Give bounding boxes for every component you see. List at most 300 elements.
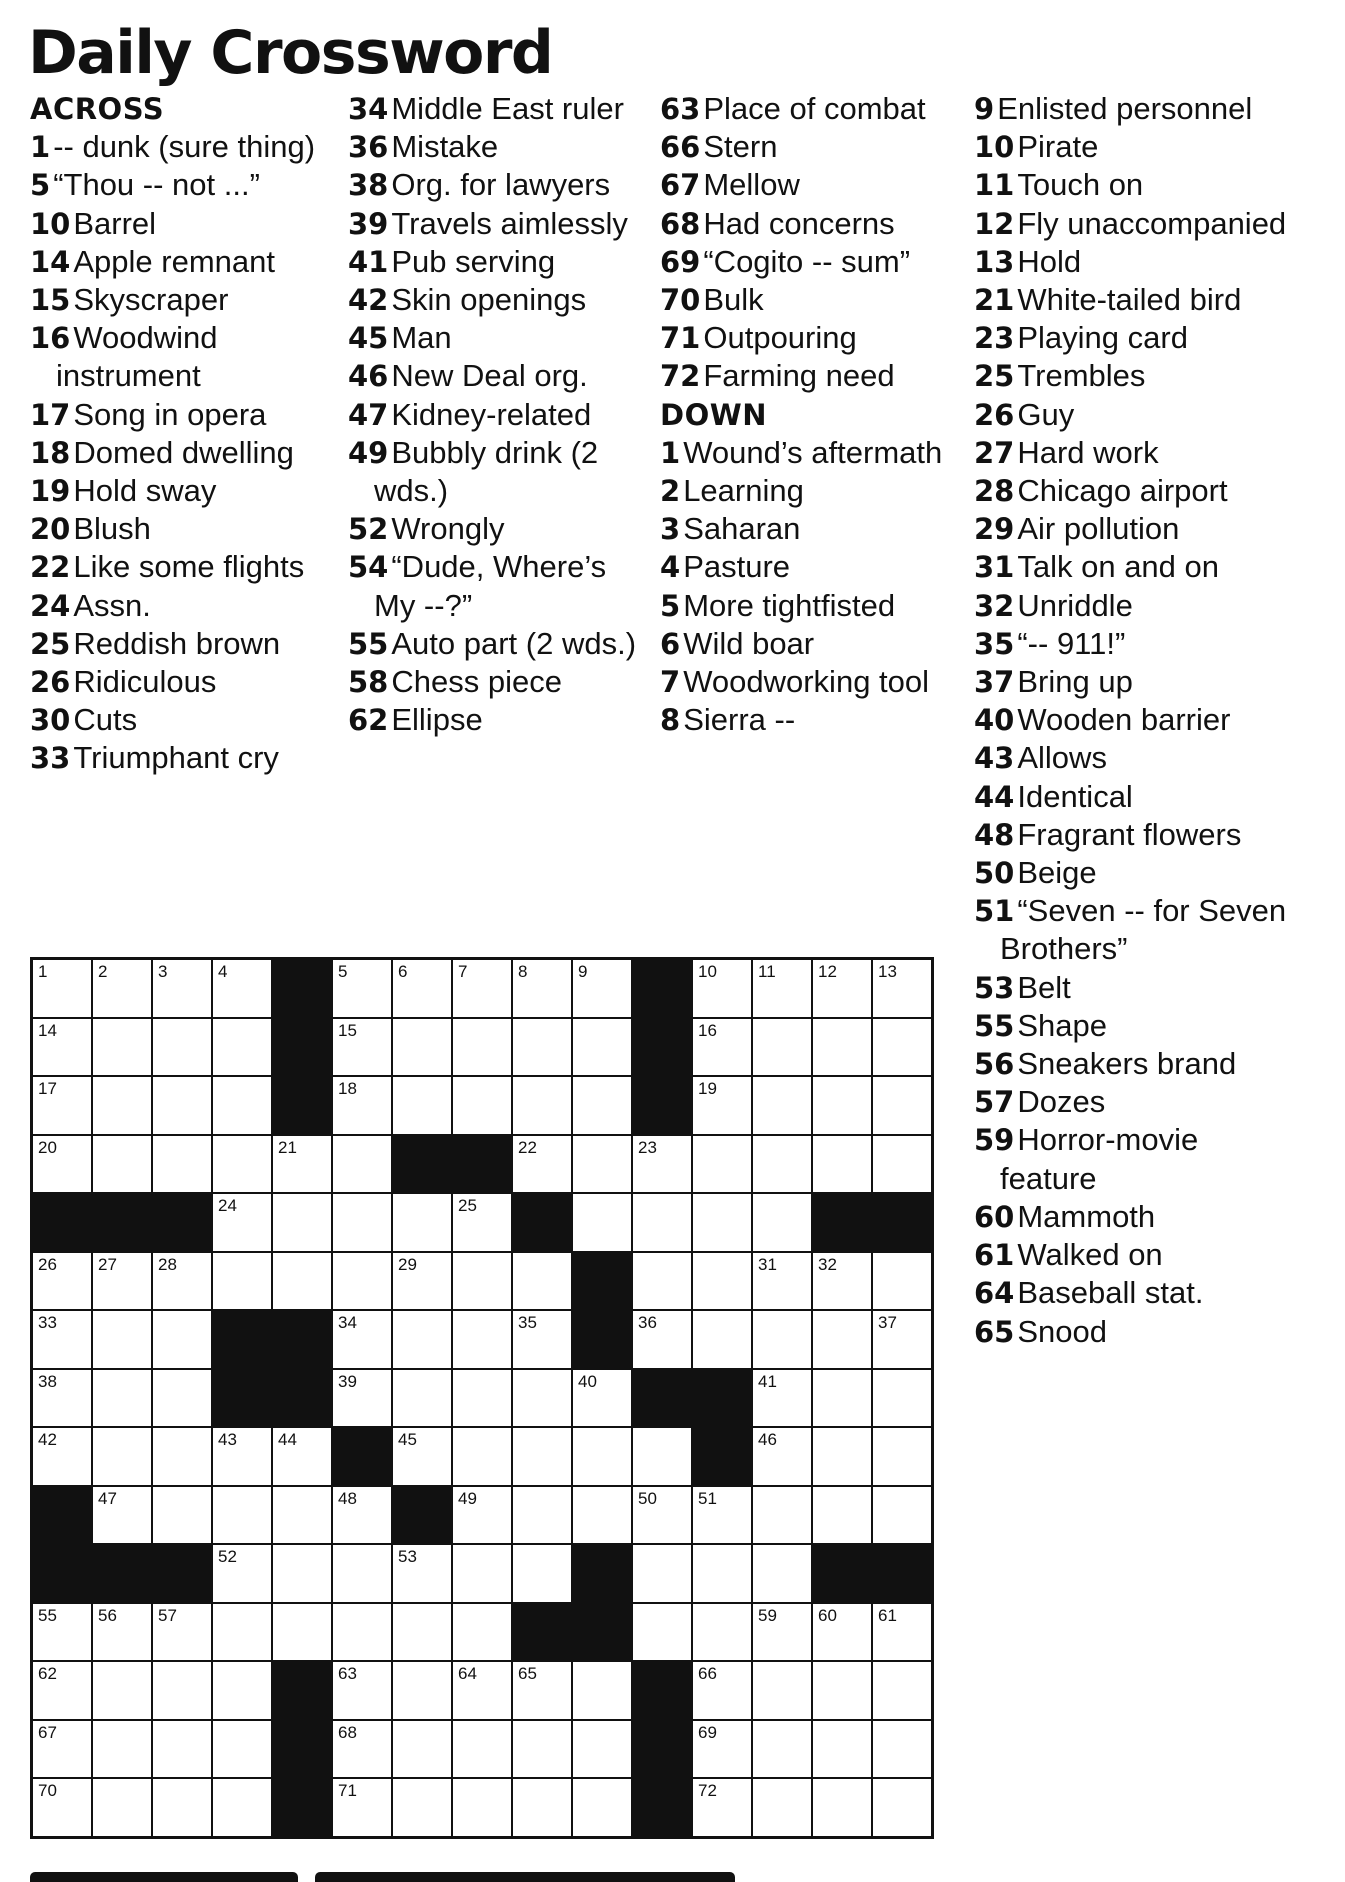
grid-cell[interactable] xyxy=(633,1545,691,1602)
grid-cell[interactable] xyxy=(453,1194,511,1251)
grid-cell[interactable] xyxy=(813,1019,871,1076)
cell-number: 50 xyxy=(638,1488,657,1508)
grid-cell[interactable] xyxy=(33,1779,91,1836)
grid-cell[interactable] xyxy=(153,1253,211,1310)
cell-number: 46 xyxy=(758,1430,777,1450)
grid-cell[interactable] xyxy=(573,1779,631,1836)
grid-cell[interactable] xyxy=(693,1604,751,1661)
grid-cell[interactable] xyxy=(513,1019,571,1076)
clue-number: 51 xyxy=(974,894,1015,929)
grid-block xyxy=(273,1077,331,1134)
grid-cell[interactable] xyxy=(273,1136,331,1193)
grid-cell[interactable] xyxy=(453,1311,511,1368)
clue-number: 38 xyxy=(348,168,389,203)
grid-cell[interactable] xyxy=(153,1019,211,1076)
grid-cell[interactable] xyxy=(453,1077,511,1134)
grid-cell[interactable] xyxy=(813,1428,871,1485)
grid-cell[interactable] xyxy=(453,960,511,1017)
grid-cell[interactable] xyxy=(213,1019,271,1076)
grid-cell[interactable] xyxy=(333,1721,391,1778)
cell-number: 56 xyxy=(98,1605,117,1625)
grid-cell[interactable] xyxy=(213,1253,271,1310)
grid-cell[interactable] xyxy=(513,1662,571,1719)
grid-cell[interactable] xyxy=(333,960,391,1017)
clue-number: 20 xyxy=(30,512,71,547)
grid-cell[interactable] xyxy=(273,1545,331,1602)
clue-text: Horror-movie feature xyxy=(1000,1122,1199,1196)
grid-cell[interactable] xyxy=(93,1253,151,1310)
clue-item xyxy=(974,396,1294,434)
grid-cell[interactable] xyxy=(573,1662,631,1719)
grid-cell[interactable] xyxy=(573,960,631,1017)
clue-text: Stern xyxy=(703,129,778,165)
grid-cell[interactable] xyxy=(93,1721,151,1778)
grid-cell[interactable] xyxy=(213,1545,271,1602)
clue-number: 72 xyxy=(660,359,701,394)
cell-number: 7 xyxy=(458,962,468,981)
grid-cell[interactable] xyxy=(93,1311,151,1368)
grid-cell[interactable] xyxy=(753,1487,811,1544)
grid-cell[interactable] xyxy=(93,1604,151,1661)
clue-item xyxy=(974,510,1294,548)
grid-cell[interactable] xyxy=(273,1604,331,1661)
grid-cell[interactable] xyxy=(513,1779,571,1836)
grid-cell[interactable] xyxy=(153,1311,211,1368)
clue-number: 25 xyxy=(30,626,71,661)
clue-number: 3 xyxy=(660,512,681,547)
clue-text: Bubbly drink (2 wds.) xyxy=(374,434,599,509)
grid-cell[interactable] xyxy=(393,1604,451,1661)
grid-cell[interactable] xyxy=(813,1487,871,1544)
grid-cell[interactable] xyxy=(633,1136,691,1193)
cell-number: 13 xyxy=(878,962,897,981)
cell-number: 35 xyxy=(518,1313,537,1333)
clue-text: Shape xyxy=(1017,1007,1107,1043)
clue-item xyxy=(660,434,960,472)
grid-cell[interactable] xyxy=(573,1370,631,1427)
grid-cell[interactable] xyxy=(753,1779,811,1836)
clue-item xyxy=(974,778,1294,816)
grid-cell[interactable] xyxy=(753,1428,811,1485)
grid-cell[interactable] xyxy=(693,1194,751,1251)
clue-number: 64 xyxy=(974,1276,1015,1311)
clue-text: Fly unaccompanied xyxy=(1017,205,1287,241)
grid-cell[interactable] xyxy=(813,1136,871,1193)
clue-item xyxy=(660,548,960,586)
grid-block xyxy=(393,1136,451,1193)
grid-cell[interactable] xyxy=(693,1487,751,1544)
grid-cell[interactable] xyxy=(693,1779,751,1836)
grid-cell[interactable] xyxy=(873,1604,931,1661)
grid-cell[interactable] xyxy=(453,1545,511,1602)
grid-cell[interactable] xyxy=(33,1604,91,1661)
grid-cell[interactable] xyxy=(453,1662,511,1719)
grid-cell[interactable] xyxy=(213,1077,271,1134)
grid-block xyxy=(33,1194,91,1251)
grid-cell[interactable] xyxy=(213,1136,271,1193)
clue-text: Triumphant cry xyxy=(73,740,279,776)
grid-cell[interactable] xyxy=(873,1311,931,1368)
grid-cell[interactable] xyxy=(693,1253,751,1310)
grid-cell[interactable] xyxy=(333,1487,391,1544)
clue-text: Bulk xyxy=(703,282,764,318)
grid-cell[interactable] xyxy=(393,1077,451,1134)
grid-cell[interactable] xyxy=(753,1604,811,1661)
grid-cell[interactable] xyxy=(393,1545,451,1602)
grid-cell[interactable] xyxy=(153,1662,211,1719)
clue-text: Learning xyxy=(683,473,804,509)
clue-number: 56 xyxy=(974,1047,1015,1082)
clue-text: Hold sway xyxy=(73,473,217,509)
grid-cell[interactable] xyxy=(633,1604,691,1661)
grid-cell[interactable] xyxy=(393,1779,451,1836)
clue-text: “Dude, Where’s My --?” xyxy=(374,549,607,623)
grid-cell[interactable] xyxy=(753,1194,811,1251)
grid-cell[interactable] xyxy=(873,1370,931,1427)
grid-cell[interactable] xyxy=(453,1604,511,1661)
grid-cell[interactable] xyxy=(333,1194,391,1251)
grid-cell[interactable] xyxy=(753,1253,811,1310)
grid-cell[interactable] xyxy=(153,1136,211,1193)
clue-item xyxy=(348,357,638,395)
grid-block xyxy=(813,1545,871,1602)
clue-number: 59 xyxy=(974,1123,1015,1158)
grid-cell[interactable] xyxy=(213,960,271,1017)
clue-item xyxy=(974,625,1294,663)
grid-cell[interactable] xyxy=(333,1370,391,1427)
grid-cell[interactable] xyxy=(873,960,931,1017)
grid-cell[interactable] xyxy=(93,1077,151,1134)
grid-cell[interactable] xyxy=(513,1077,571,1134)
clue-number: 45 xyxy=(348,321,389,356)
grid-cell[interactable] xyxy=(273,1194,331,1251)
grid-cell[interactable] xyxy=(93,1487,151,1544)
grid-cell[interactable] xyxy=(693,1136,751,1193)
clue-number: 43 xyxy=(974,741,1015,776)
grid-cell[interactable] xyxy=(693,1077,751,1134)
grid-cell[interactable] xyxy=(513,1370,571,1427)
grid-cell[interactable] xyxy=(873,1136,931,1193)
grid-cell[interactable] xyxy=(453,1428,511,1485)
grid-cell[interactable] xyxy=(33,1721,91,1778)
grid-block xyxy=(633,1662,691,1719)
grid-cell[interactable] xyxy=(693,1721,751,1778)
cell-number: 59 xyxy=(758,1605,777,1625)
grid-cell[interactable] xyxy=(333,1311,391,1368)
grid-cell[interactable] xyxy=(33,1428,91,1485)
grid-cell[interactable] xyxy=(153,1721,211,1778)
grid-cell[interactable] xyxy=(393,1721,451,1778)
cell-number: 27 xyxy=(98,1254,117,1274)
cell-number: 47 xyxy=(98,1488,117,1508)
grid-block xyxy=(633,1370,691,1427)
grid-cell[interactable] xyxy=(633,1194,691,1251)
grid-cell[interactable] xyxy=(813,1311,871,1368)
grid-cell[interactable] xyxy=(513,960,571,1017)
cell-number: 17 xyxy=(38,1079,57,1099)
grid-cell[interactable] xyxy=(213,1487,271,1544)
clue-column-3 xyxy=(660,90,960,739)
clue-number: 37 xyxy=(974,665,1015,700)
grid-cell[interactable] xyxy=(753,1370,811,1427)
grid-cell[interactable] xyxy=(393,960,451,1017)
crossword-grid xyxy=(30,957,934,1839)
cell-number: 63 xyxy=(338,1664,357,1684)
grid-cell[interactable] xyxy=(453,1253,511,1310)
grid-cell[interactable] xyxy=(873,1428,931,1485)
clue-number: 18 xyxy=(30,435,71,470)
grid-cell[interactable] xyxy=(513,1721,571,1778)
grid-cell[interactable] xyxy=(753,1077,811,1134)
cell-number: 49 xyxy=(458,1488,477,1508)
grid-cell[interactable] xyxy=(93,1428,151,1485)
grid-cell[interactable] xyxy=(753,960,811,1017)
grid-cell[interactable] xyxy=(33,1311,91,1368)
grid-block xyxy=(633,1779,691,1836)
grid-cell[interactable] xyxy=(333,1136,391,1193)
grid-block xyxy=(453,1136,511,1193)
grid-cell[interactable] xyxy=(693,1019,751,1076)
clue-number: 66 xyxy=(660,130,701,165)
grid-cell[interactable] xyxy=(33,960,91,1017)
grid-cell[interactable] xyxy=(33,1019,91,1076)
clue-item xyxy=(30,243,335,281)
clue-text: Chicago airport xyxy=(1017,473,1228,509)
grid-cell[interactable] xyxy=(573,1487,631,1544)
grid-cell[interactable] xyxy=(453,1779,511,1836)
clue-item xyxy=(974,1198,1294,1236)
cell-number: 12 xyxy=(818,962,837,981)
clue-number: 14 xyxy=(30,244,71,279)
grid-cell[interactable] xyxy=(393,1370,451,1427)
clue-text: Baseball stat. xyxy=(1017,1275,1204,1311)
clue-number: 30 xyxy=(30,703,71,738)
grid-cell[interactable] xyxy=(93,1779,151,1836)
cell-number: 6 xyxy=(398,962,408,981)
grid-cell[interactable] xyxy=(393,1311,451,1368)
grid-cell[interactable] xyxy=(333,1019,391,1076)
clue-item xyxy=(30,166,335,204)
grid-cell[interactable] xyxy=(873,1019,931,1076)
grid-cell[interactable] xyxy=(693,1545,751,1602)
clue-number: 36 xyxy=(348,130,389,165)
grid-cell[interactable] xyxy=(573,1077,631,1134)
grid-cell[interactable] xyxy=(873,1487,931,1544)
grid-cell[interactable] xyxy=(873,1779,931,1836)
grid-cell[interactable] xyxy=(453,1019,511,1076)
grid-cell[interactable] xyxy=(453,1721,511,1778)
grid-cell[interactable] xyxy=(393,1428,451,1485)
grid-cell[interactable] xyxy=(753,1136,811,1193)
grid-cell[interactable] xyxy=(573,1136,631,1193)
grid-cell[interactable] xyxy=(333,1253,391,1310)
clue-text: Chess piece xyxy=(391,664,562,700)
grid-cell[interactable] xyxy=(813,1662,871,1719)
grid-block xyxy=(873,1545,931,1602)
grid-cell[interactable] xyxy=(513,1253,571,1310)
grid-cell[interactable] xyxy=(33,1662,91,1719)
grid-cell[interactable] xyxy=(573,1194,631,1251)
grid-cell[interactable] xyxy=(753,1019,811,1076)
grid-cell[interactable] xyxy=(813,960,871,1017)
grid-cell[interactable] xyxy=(93,960,151,1017)
grid-cell[interactable] xyxy=(333,1662,391,1719)
clue-item xyxy=(348,625,638,663)
clue-item xyxy=(660,205,960,243)
grid-cell[interactable] xyxy=(153,1487,211,1544)
grid-cell[interactable] xyxy=(393,1662,451,1719)
clue-number: 46 xyxy=(348,359,389,394)
grid-cell[interactable] xyxy=(333,1604,391,1661)
grid-cell[interactable] xyxy=(153,960,211,1017)
grid-cell[interactable] xyxy=(753,1311,811,1368)
cell-number: 9 xyxy=(578,962,588,981)
grid-cell[interactable] xyxy=(873,1077,931,1134)
grid-cell[interactable] xyxy=(573,1428,631,1485)
grid-cell[interactable] xyxy=(33,1077,91,1134)
grid-cell[interactable] xyxy=(393,1253,451,1310)
clue-item xyxy=(974,816,1294,854)
grid-cell[interactable] xyxy=(333,1077,391,1134)
clue-text: More tightfisted xyxy=(683,587,896,623)
grid-cell[interactable] xyxy=(813,1370,871,1427)
grid-cell[interactable] xyxy=(813,1253,871,1310)
grid-cell[interactable] xyxy=(873,1662,931,1719)
grid-cell[interactable] xyxy=(273,1253,331,1310)
grid-cell[interactable] xyxy=(33,1370,91,1427)
grid-cell[interactable] xyxy=(213,1428,271,1485)
grid-cell[interactable] xyxy=(633,1253,691,1310)
clue-number: 22 xyxy=(30,550,71,585)
clue-item xyxy=(30,128,335,166)
cell-number: 15 xyxy=(338,1020,357,1040)
grid-cell[interactable] xyxy=(633,1487,691,1544)
grid-cell[interactable] xyxy=(513,1545,571,1602)
grid-cell[interactable] xyxy=(93,1019,151,1076)
grid-cell[interactable] xyxy=(693,1311,751,1368)
grid-cell[interactable] xyxy=(153,1779,211,1836)
clue-number: 10 xyxy=(30,206,71,241)
clue-number: 53 xyxy=(974,970,1015,1005)
grid-cell[interactable] xyxy=(93,1370,151,1427)
clue-item xyxy=(30,739,335,777)
clue-item xyxy=(974,472,1294,510)
grid-cell[interactable] xyxy=(633,1428,691,1485)
grid-cell[interactable] xyxy=(513,1487,571,1544)
grid-cell[interactable] xyxy=(213,1662,271,1719)
grid-cell[interactable] xyxy=(753,1662,811,1719)
clue-item xyxy=(974,969,1294,1007)
grid-cell[interactable] xyxy=(333,1779,391,1836)
grid-cell[interactable] xyxy=(273,1487,331,1544)
clue-number: 35 xyxy=(974,626,1015,661)
clue-item xyxy=(660,319,960,357)
grid-cell[interactable] xyxy=(753,1721,811,1778)
grid-cell[interactable] xyxy=(813,1604,871,1661)
grid-cell[interactable] xyxy=(453,1487,511,1544)
grid-block xyxy=(573,1253,631,1310)
grid-cell[interactable] xyxy=(213,1604,271,1661)
grid-cell[interactable] xyxy=(513,1311,571,1368)
clue-column-1 xyxy=(30,90,335,778)
grid-cell[interactable] xyxy=(93,1662,151,1719)
clue-number: 61 xyxy=(974,1238,1015,1273)
clue-item xyxy=(660,281,960,319)
grid-cell[interactable] xyxy=(333,1545,391,1602)
clue-item xyxy=(30,396,335,434)
grid-cell[interactable] xyxy=(213,1779,271,1836)
cell-number: 53 xyxy=(398,1547,417,1567)
clue-item xyxy=(974,587,1294,625)
across-heading: ACROSS xyxy=(30,92,165,126)
clue-number: 5 xyxy=(660,588,681,623)
grid-cell[interactable] xyxy=(153,1077,211,1134)
clue-text: Fragrant flowers xyxy=(1017,816,1242,852)
clue-text: Dozes xyxy=(1017,1084,1106,1120)
clue-item xyxy=(30,510,335,548)
grid-cell[interactable] xyxy=(93,1136,151,1193)
cell-number: 20 xyxy=(38,1137,57,1157)
grid-cell[interactable] xyxy=(33,1253,91,1310)
grid-cell[interactable] xyxy=(753,1545,811,1602)
grid-cell[interactable] xyxy=(573,1019,631,1076)
clue-text: Song in opera xyxy=(73,396,267,432)
clue-item xyxy=(30,663,335,701)
clue-text: Man xyxy=(391,320,452,356)
grid-block xyxy=(213,1311,271,1368)
clue-item xyxy=(660,166,960,204)
cell-number: 67 xyxy=(38,1722,57,1742)
grid-cell[interactable] xyxy=(873,1721,931,1778)
grid-cell[interactable] xyxy=(693,960,751,1017)
clue-number: 4 xyxy=(660,550,681,585)
grid-cell[interactable] xyxy=(213,1194,271,1251)
grid-block xyxy=(93,1545,151,1602)
clue-item xyxy=(348,663,638,701)
clue-item xyxy=(30,701,335,739)
grid-cell[interactable] xyxy=(153,1428,211,1485)
clue-text: Reddish brown xyxy=(73,625,281,661)
cell-number: 29 xyxy=(398,1254,417,1274)
grid-cell[interactable] xyxy=(393,1019,451,1076)
grid-cell[interactable] xyxy=(813,1779,871,1836)
clue-item xyxy=(348,128,638,166)
cell-number: 48 xyxy=(338,1488,357,1508)
grid-cell[interactable] xyxy=(513,1428,571,1485)
clue-number: 28 xyxy=(974,474,1015,509)
grid-cell[interactable] xyxy=(33,1136,91,1193)
grid-cell[interactable] xyxy=(813,1721,871,1778)
grid-cell[interactable] xyxy=(273,1428,331,1485)
cell-number: 24 xyxy=(218,1196,237,1216)
grid-cell[interactable] xyxy=(153,1604,211,1661)
grid-cell[interactable] xyxy=(213,1721,271,1778)
grid-cell[interactable] xyxy=(873,1253,931,1310)
grid-cell[interactable] xyxy=(513,1136,571,1193)
grid-cell[interactable] xyxy=(153,1370,211,1427)
grid-cell[interactable] xyxy=(633,1311,691,1368)
clue-item xyxy=(348,510,638,548)
clue-number: 26 xyxy=(974,397,1015,432)
grid-block xyxy=(93,1194,151,1251)
cell-number: 36 xyxy=(638,1313,657,1333)
cell-number: 40 xyxy=(578,1371,597,1391)
grid-cell[interactable] xyxy=(813,1077,871,1134)
grid-cell[interactable] xyxy=(453,1370,511,1427)
grid-cell[interactable] xyxy=(693,1662,751,1719)
grid-cell[interactable] xyxy=(393,1194,451,1251)
grid-cell[interactable] xyxy=(573,1721,631,1778)
